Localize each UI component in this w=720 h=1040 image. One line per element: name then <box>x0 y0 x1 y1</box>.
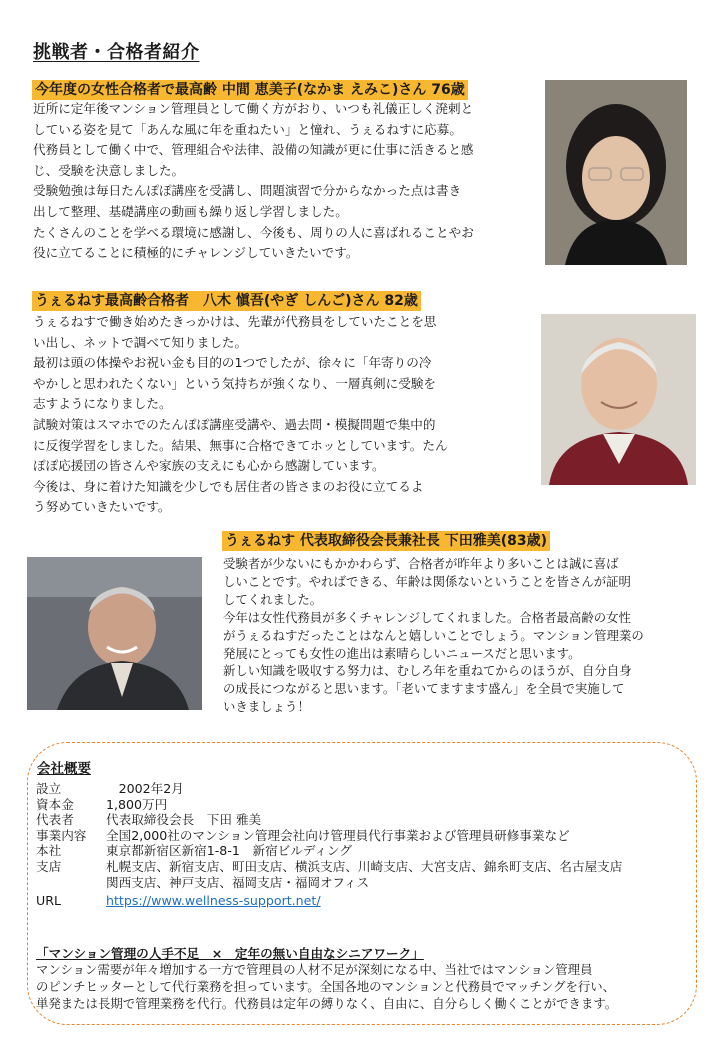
page-title: 挑戦者・合格者紹介 <box>33 42 200 63</box>
info-row-url: URL https://www.wellness-support.net/ <box>36 893 321 909</box>
info-row-branches: 支店 札幌支店、新宿支店、町田支店、横浜支店、川崎支店、大宮支店、錦糸町支店、名古屋支店 <box>36 858 623 874</box>
section1-heading: 今年度の女性合格者で最高齢 中間 恵美子(なかま えみこ)さん 76歳 <box>32 79 468 100</box>
tagline-body: マンション需要が年々増加する一方で管理員の人材不足が深刻になる中、当社ではマンション管理員 のピンチヒッターとして代行業務を担っています。全国各地のマンションと代務員でマッチングを行い、 単発または長期で管理業務を代行。代務員は定年の縛りなく、自由に、自分らしく働くことができます。 <box>36 962 618 1011</box>
info-row-headquarters: 本社 東京都新宿区新宿1-8-1 新宿ビルディング <box>36 843 352 859</box>
man-portrait-photo <box>541 314 696 485</box>
president-portrait-photo <box>27 557 202 710</box>
section2-body: うぇるねすで働き始めたきっかけは、先輩が代務員をしていたことを思 い出し、ネットで調べて知りました。 最初は頭の体操やお祝い金も目的の1つでしたが、徐々に「年寄りの冷 やかしと思われたくない」という気持ちが強くなり、一層真剣に受験を 志すようになりました。 試験対策はスマホでのたんぽぽ講座受講や、過去問・模擬問題で集中的 に反復学習をしました。結果、無事に合格できてホッとしています。たん ぽぽ応援団の皆さんや家族の支えにも心から感謝しています。 今後は、身に着けた知識を少しでも居住者の皆さまのお役に立てるよ う努めていきたいです。 <box>33 314 448 515</box>
website-link[interactable]: https://www.wellness-support.net/ <box>106 893 321 909</box>
info-row-founded: 設立 2002年2月 <box>36 781 184 796</box>
info-row-branches-continued: 関西支店、神戸支店、福岡支店・福岡オフィス <box>106 874 370 890</box>
section3-heading: うぇるねす 代表取締役会長兼社長 下田雅美(83歳) <box>222 530 550 551</box>
info-row-representative: 代表者 代表取締役会長 下田 雅美 <box>36 812 262 828</box>
company-info-table <box>36 781 622 909</box>
section1-body: 近所に定年後マンション管理員として働く方がおり、いつも礼儀正しく溌剌と している姿を見て「あんな風に年を重ねたい」と憧れ、うぇるねすに応募。 代務員として働く中で、管理組合や法律、設備の知識が更に仕事に活きると感 じ、受験を決意しました。 受験勉強は毎日たんぽぽ講座を受講し、問題演習で分からなかった点は書き 出して整理、基礎講座の動画も繰り返し学習しました。 たくさんのことを学べる環境に感謝し、今後も、周りの人に喜ばれることやお 役に立てることに積極的にチャレンジしていきたいです。 <box>33 101 474 261</box>
section3-body: 受験者が少ないにもかかわらず、合格者が昨年より多いことは誠に喜ば しいことです。やればできる、年齢は関係ないということを皆さんが証明 してくれました。 今年は女性代務員が多くチャレンジしてくれました。合格者最高齢の女性 がうぇるねすだったことはなんと嬉しいことでしょう。マンション管理業の 発展にとっても女性の進出は素晴らしいニュースだと思います。 新しい知識を吸収する努力は、むしろ年を重ねてからのほうが、自分自身 の成長につながると思います。「老いてますます盛ん」を全員で実施して いきましょう！ <box>223 556 644 715</box>
info-row-capital: 資本金 1,800万円 <box>36 796 168 812</box>
woman-portrait-photo <box>545 80 687 265</box>
tagline-heading: 「マンション管理の人手不足 × 定年の無い自由なシニアワーク」 <box>36 946 424 961</box>
company-overview-title: 会社概要 <box>37 761 91 777</box>
section2-heading: うぇるねす最高齢合格者 八木 愼吾(やぎ しんご)さん 82歳 <box>32 290 421 311</box>
info-row-business: 事業内容 全国2,000社のマンション管理会社向け管理員代行事業および管理員研修事業など <box>36 827 570 843</box>
